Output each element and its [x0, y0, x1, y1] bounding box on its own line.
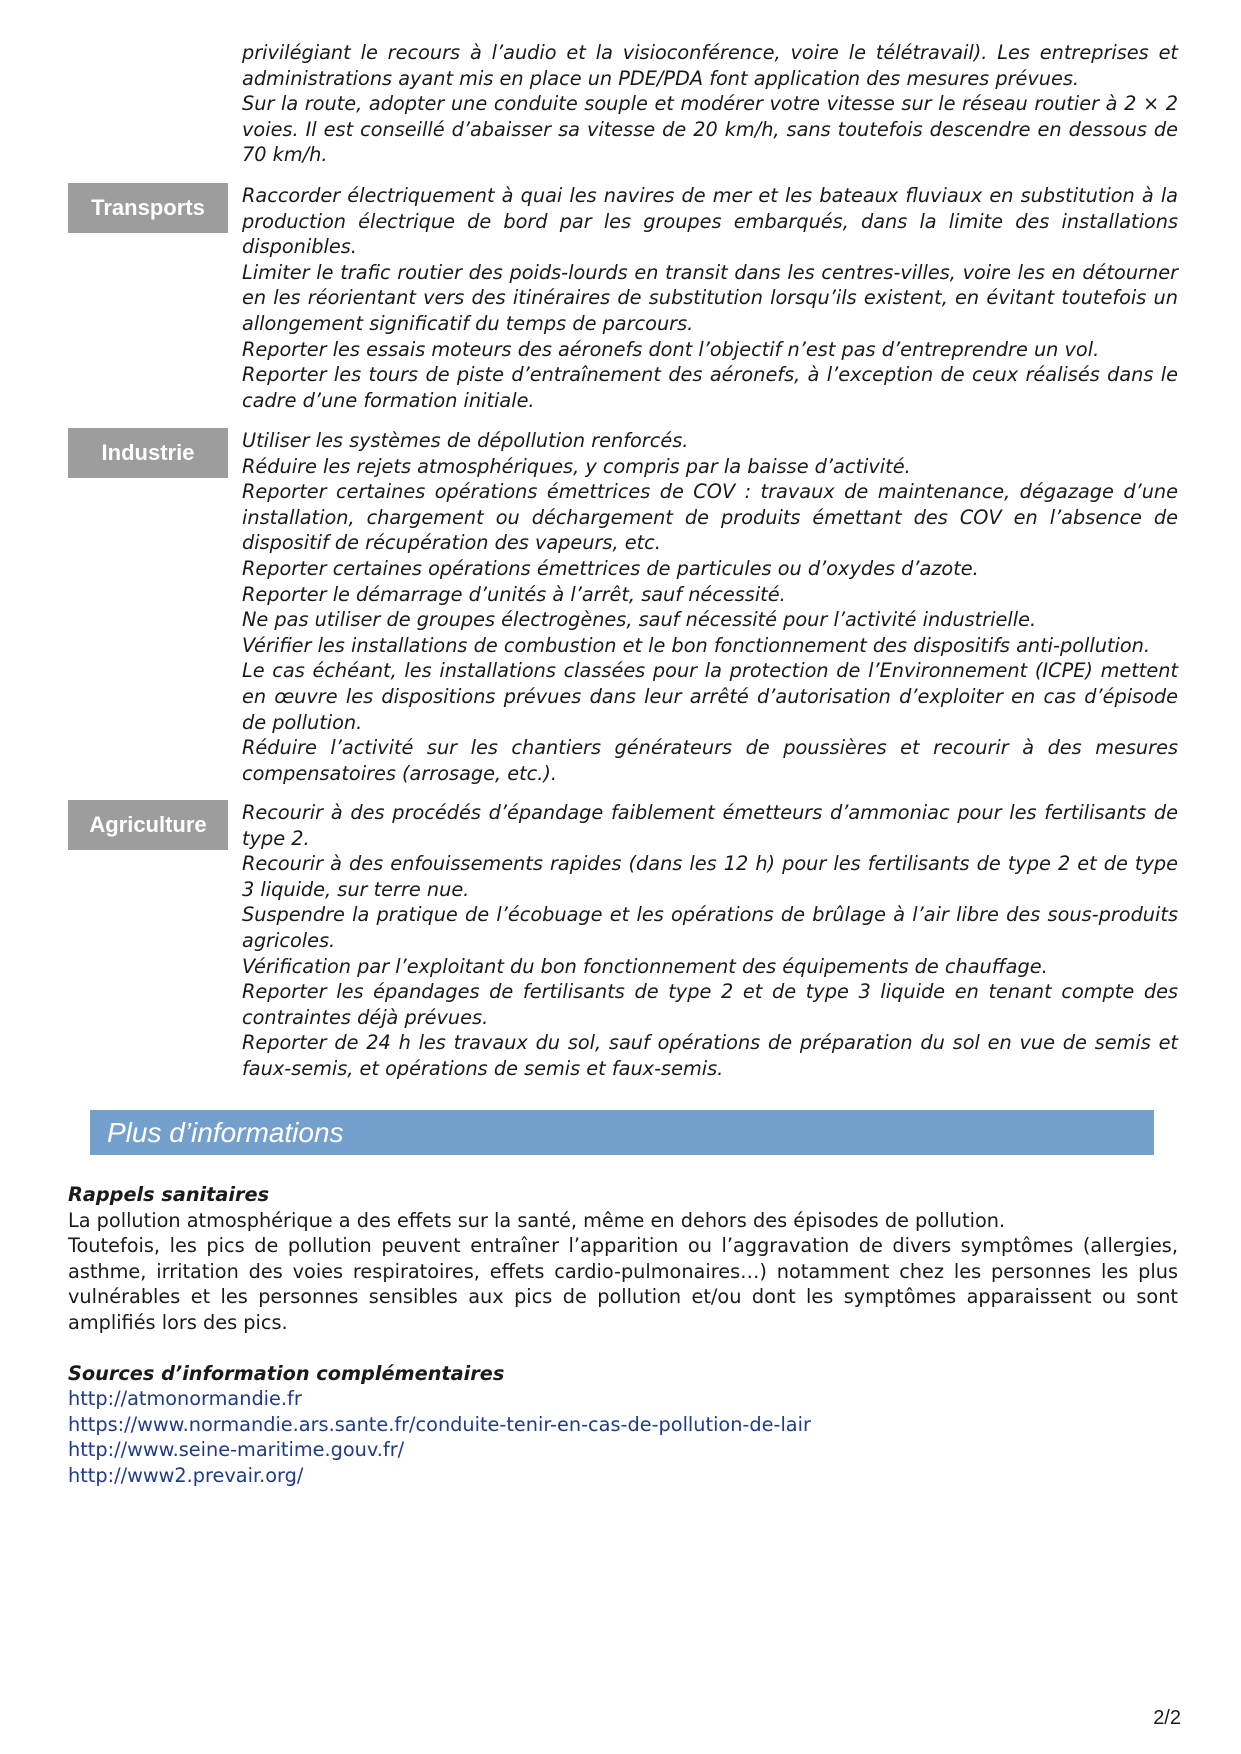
health-heading: Rappels sanitaires: [68, 1183, 270, 1206]
source-link[interactable]: http://atmonormandie.fr: [68, 1387, 302, 1411]
measure-item: Vérifier les installations de combustion et le bon fonctionnement des dispositifs anti-pollution.: [242, 633, 1151, 657]
measure-item: Le cas échéant, les installations classées pour la protection de l’Environnement (ICPE) mettent en œuvre les dispositions prévues dans leur arrêté d’autorisation d’exploiter en cas d’épisode de pollution.: [242, 659, 1178, 734]
measure-item: Reporter de 24 h les travaux du sol, sauf opérations de préparation du sol en vue de semis et faux-semis, et opérations de semis et faux-semis.: [242, 1031, 1178, 1080]
page-number: 2/2: [1153, 1707, 1181, 1729]
measure-item: Reporter le démarrage d’unités à l’arrêt, sauf nécessité.: [242, 582, 786, 606]
source-link[interactable]: https://www.normandie.ars.sante.fr/conduite-tenir-en-cas-de-pollution-de-lair: [68, 1412, 811, 1436]
health-paragraph: La pollution atmosphérique a des effets sur la santé, même en dehors des épisodes de pollution.: [68, 1208, 1006, 1232]
measure-item: Ne pas utiliser de groupes électrogènes, sauf nécessité pour l’activité industrielle.: [242, 608, 1037, 632]
measure-item: Recourir à des enfouissements rapides (dans les 12 h) pour les fertilisants de type 2 et de type 3 liquide, sur terre nue.: [242, 852, 1178, 901]
measure-item: Limiter le trafic routier des poids-lourds en transit dans les centres-villes, voire les en détourner en les réorientant vers des itinéraires de substitution lorsqu’ils existent, en évitant toutefois un allongement significatif du temps de parcours.: [242, 260, 1178, 335]
more-info-body: [68, 1182, 1178, 1489]
section-label: Agriculture: [68, 800, 228, 850]
section-label: Transports: [68, 183, 228, 233]
measure-item: Reporter les épandages de fertilisants de type 2 et de type 3 liquide en tenant compte des contraintes déjà prévues.: [242, 980, 1178, 1029]
measure-item: Reporter certaines opérations émettrices de particules ou d’oxydes d’azote.: [242, 556, 979, 580]
measure-item: Reporter certaines opérations émettrices de COV : travaux de maintenance, dégazage d’une installation, chargement ou déchargement de produits émettant des COV en l’absence de dispositif de récupération des vapeurs, etc.: [242, 480, 1178, 555]
section-content: [242, 183, 1178, 413]
source-link[interactable]: http://www.seine-maritime.gouv.fr/: [68, 1438, 405, 1462]
measure-item: Vérification par l’exploitant du bon fonctionnement des équipements de chauffage.: [242, 954, 1048, 978]
sources-heading: Sources d’information complémentaires: [68, 1361, 505, 1385]
more-info-banner: Plus d’informations: [90, 1110, 1154, 1155]
measure-item: Réduire les rejets atmosphériques, y compris par la baisse d’activité.: [242, 454, 911, 478]
section-content: [242, 428, 1178, 786]
measure-item: Réduire l’activité sur les chantiers générateurs de poussières et recourir à des mesures compensatoires (arrosage, etc.).: [242, 736, 1178, 785]
intro-line: privilégiant le recours à l’audio et la visioconférence, voire le télétravail). Les entreprises et administrations ayant mis en place un PDE/PDA font application des mesures prévues.: [242, 41, 1178, 90]
intro-line: Sur la route, adopter une conduite souple et modérer votre vitesse sur le réseau routier à 2 × 2 voies. Il est conseillé d’abaisser sa vitesse de 20 km/h, sans toutefois descendre en dessous de 70 km/h.: [242, 92, 1178, 167]
measure-item: Reporter les essais moteurs des aéronefs dont l’objectif n’est pas d’entreprendre un vol.: [242, 337, 1100, 361]
measure-item: Suspendre la pratique de l’écobuage et les opérations de brûlage à l’air libre des sous-produits agricoles.: [242, 903, 1178, 952]
source-link[interactable]: http://www2.prevair.org/: [68, 1463, 304, 1487]
measure-item: Reporter les tours de piste d’entraînement des aéronefs, à l’exception de ceux réalisés dans le cadre d’une formation initiale.: [242, 363, 1178, 412]
measure-item: Utiliser les systèmes de dépollution renforcés.: [242, 429, 689, 452]
health-paragraph: Toutefois, les pics de pollution peuvent entraîner l’apparition ou l’aggravation de divers symptômes (allergies, asthme, irritation des voies respiratoires, effets cardio-pulmonaires…) notamment chez les personnes les plus vulnérables et les personnes sensibles aux pics de pollution et/ou dont les symptômes apparaissent ou sont amplifiés lors des pics.: [68, 1234, 1178, 1334]
intro-content: [242, 40, 1178, 168]
section-label: Industrie: [68, 428, 228, 478]
spacer: [68, 1336, 1178, 1361]
measure-item: Recourir à des procédés d’épandage faiblement émetteurs d’ammoniac pour les fertilisants de type 2.: [242, 801, 1178, 850]
measure-item: Raccorder électriquement à quai les navires de mer et les bateaux fluviaux en substitution à la production électrique de bord par les groupes embarqués, dans la limite des installations disponibles.: [242, 184, 1178, 259]
section-content: [242, 800, 1178, 1082]
